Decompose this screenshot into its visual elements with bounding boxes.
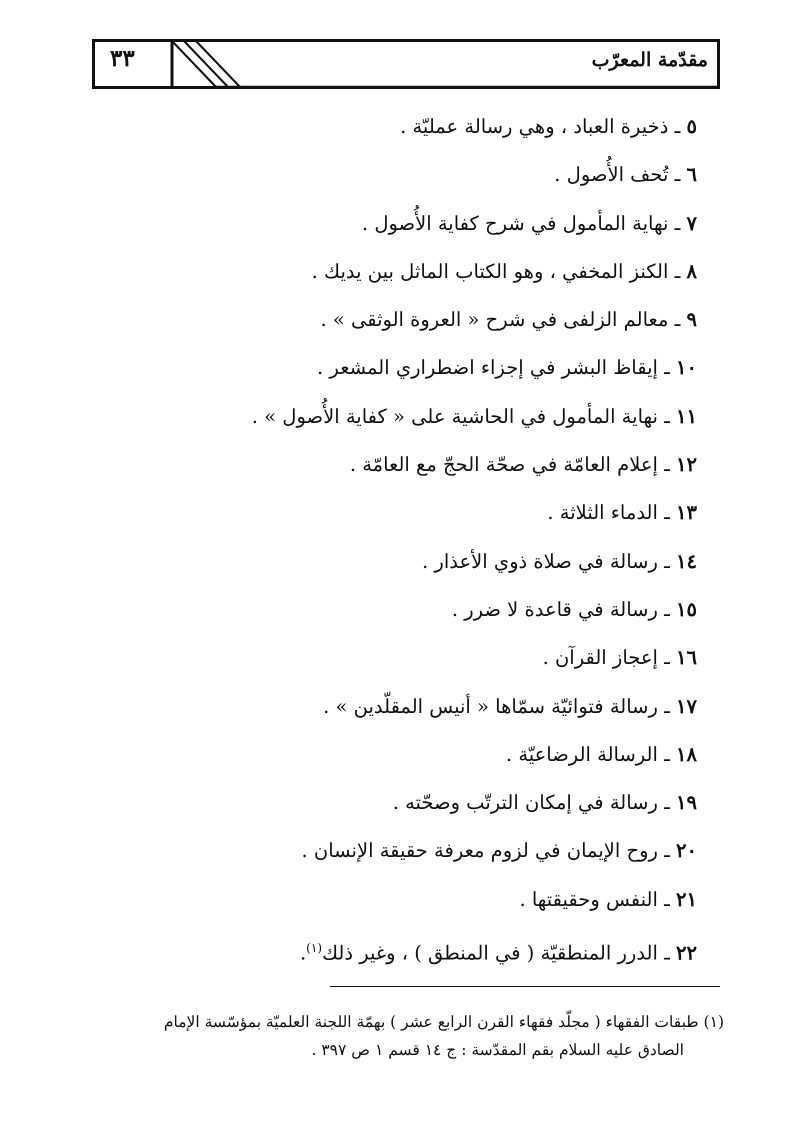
list-item: ١٠ ـ إيقاظ البشر في إجزاء اضطراري المشعر .: [317, 356, 697, 380]
item-number: ٨: [686, 259, 697, 283]
list-item: ٢١ ـ النفس وحقيقتها .: [519, 887, 697, 911]
item-number: ١٠: [676, 356, 697, 380]
item-text: ذخيرة العباد ، وهي رسالة عمليّة .: [400, 115, 669, 138]
item-number: ١٢: [676, 453, 697, 477]
item-text: إعجاز القرآن .: [542, 646, 658, 670]
list-item: ١٣ ـ الدماء الثلاثة .: [547, 501, 697, 525]
list-item: ١٧ ـ رسالة فتوائيّة سمّاها « أنيس المقلّدين » .: [323, 694, 697, 718]
item-number: ١٧: [676, 694, 697, 718]
item-number: ٢٠: [676, 839, 697, 863]
item-number: ١٣: [676, 501, 697, 525]
page-title: مقدّمة المعرّب: [591, 49, 708, 71]
list-item: ١٦ ـ إعجاز القرآن .: [542, 646, 697, 670]
item-text: رسالة في قاعدة لا ضرر .: [451, 597, 658, 621]
item-text: تُحف الأُصول .: [554, 163, 669, 187]
list-item: ٨ ـ الكنز المخفي ، وهو الكتاب الماثل بين يديك .: [311, 259, 697, 283]
footnote-separator: [330, 986, 720, 987]
item-text: نهاية المأمول في الحاشية على « كفاية الأُصول » .: [251, 404, 658, 428]
list-item: ١٤ ـ رسالة في صلاة ذوي الأعذار .: [422, 549, 697, 573]
footnote-text-2: الصادق عليه السلام بقم المقدّسة : ج ١٤ قسم ١ ص ٣٩٧ .: [311, 1041, 684, 1059]
page-header: [92, 39, 720, 89]
footnote-line-2: [90, 1036, 724, 1064]
footnote-line-1: [90, 1008, 724, 1036]
item-text: إعلام العامّة في صحّة الحجّ مع العامّة .: [349, 453, 658, 477]
item-text: الرسالة الرضاعيّة .: [505, 742, 658, 766]
list-item: ١٨ ـ الرسالة الرضاعيّة .: [505, 742, 697, 766]
list-item: ٢٠ ـ روح الإيمان في لزوم معرفة حقيقة الإنسان .: [301, 839, 697, 863]
footnote: [90, 1008, 724, 1064]
item-number: ٥: [686, 115, 697, 138]
item-number: ٩: [686, 308, 697, 332]
item-number: ١٤: [676, 549, 697, 573]
item-number: ٢٢: [676, 941, 697, 965]
list-item: ١٩ ـ رسالة في إمكان الترتّب وصحّته .: [392, 791, 697, 815]
footnote-reference: (١): [306, 941, 322, 956]
footnote-text-1: طبقات الفقهاء ( مجلّد فقهاء القرن الرابع عشر ) بهمّة اللجنة العلميّة بمؤسّسة الإمام: [163, 1013, 699, 1031]
item-text: رسالة فتوائيّة سمّاها « أنيس المقلّدين » .: [323, 694, 658, 718]
works-list: [97, 108, 697, 977]
item-text: نهاية المأمول في شرح كفاية الأُصول .: [361, 211, 669, 235]
item-number: ١٩: [676, 791, 697, 815]
footnote-marker: (١): [703, 1013, 724, 1031]
item-number: ١٦: [676, 646, 697, 670]
list-item: ٢٢ ـ الدرر المنطقيّة ( في المنطق ) ، وغير ذلك$^{(١)}$.: [299, 941, 697, 965]
item-number: ٧: [686, 211, 697, 235]
page-number: ٣٣: [110, 45, 135, 72]
header-diagonal-3: [196, 41, 240, 87]
list-item: ١١ ـ نهاية المأمول في الحاشية على « كفاية الأُصول » .: [251, 404, 697, 428]
header-diagonal-2: [184, 41, 228, 87]
list-item: ٧ ـ نهاية المأمول في شرح كفاية الأُصول .: [361, 211, 697, 235]
item-text: النفس وحقيقتها .: [519, 887, 658, 911]
item-end-mark: .: [299, 941, 307, 965]
item-number: ١٨: [676, 742, 697, 766]
list-item: ٦ ـ تُحف الأُصول .: [554, 163, 697, 187]
item-number: ٦: [686, 163, 697, 187]
item-text: الدماء الثلاثة .: [547, 501, 658, 525]
item-number: ١٥: [676, 597, 697, 621]
list-item: ٥ ـ ذخيرة العباد ، وهي رسالة عمليّة .: [400, 115, 697, 138]
list-item: ١٢ ـ إعلام العامّة في صحّة الحجّ مع العامّة .: [349, 453, 697, 477]
item-text: روح الإيمان في لزوم معرفة حقيقة الإنسان .: [301, 839, 658, 863]
item-text: إيقاظ البشر في إجزاء اضطراري المشعر .: [317, 356, 658, 380]
item-text: رسالة في صلاة ذوي الأعذار .: [422, 549, 658, 573]
item-number: ٢١: [676, 887, 697, 911]
list-item: ١٥ ـ رسالة في قاعدة لا ضرر .: [451, 597, 697, 621]
header-diagonal-1: [172, 41, 216, 87]
item-text: الدرر المنطقيّة ( في المنطق ) ، وغير ذلك: [322, 941, 658, 965]
list-item: ٩ ـ معالم الزلفى في شرح « العروة الوثقى » .: [320, 308, 697, 332]
item-text: الكنز المخفي ، وهو الكتاب الماثل بين يديك .: [311, 259, 669, 283]
item-number: ١١: [676, 404, 697, 428]
item-text: رسالة في إمكان الترتّب وصحّته .: [392, 791, 658, 815]
item-text: معالم الزلفى في شرح « العروة الوثقى » .: [320, 308, 669, 332]
